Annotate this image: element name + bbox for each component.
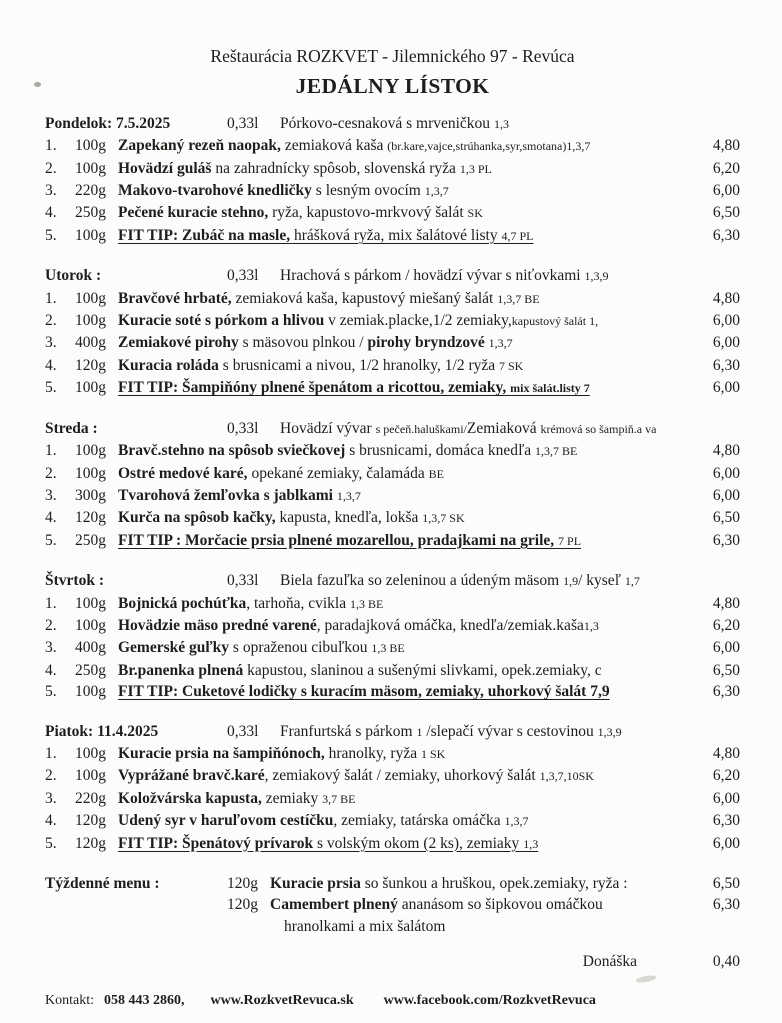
weekly-menu (45, 873, 740, 937)
item-text (118, 288, 695, 310)
menu-days (45, 113, 740, 855)
day-section (45, 113, 740, 247)
item-price: 6,00 (712, 379, 740, 397)
day-section (45, 418, 740, 552)
item-weight: 300g (75, 486, 106, 504)
text-segment: Kuracie prsia na šampiňónoch, (118, 744, 325, 762)
text-segment: /slepačí vývar s cestovinou (422, 722, 598, 740)
text-segment: 1,3,7 (504, 814, 529, 829)
text-segment: v zemiak.placke,1/2 zemiaky, (324, 312, 512, 330)
text-segment: 1,3,9 (597, 724, 622, 739)
item-number: 3. (45, 486, 57, 504)
menu-item-row (45, 788, 740, 810)
text-segment: 1,3 BE (349, 596, 384, 611)
item-weight: 100g (75, 616, 106, 634)
item-price: 6,20 (712, 616, 740, 634)
weekly-item-row (227, 894, 740, 915)
text-segment: FIT TIP: Cuketové lodičky s kuracím mäsom, zemiaky, uhorkový šalát 7,9 (118, 683, 610, 701)
text-segment: 1,3,7 BE (535, 444, 578, 459)
item-price: 6,50 (712, 204, 740, 222)
text-segment: BE (428, 466, 444, 481)
day-name: Streda : (45, 419, 98, 437)
delivery-label: Donáška (582, 953, 637, 971)
item-text (118, 765, 695, 787)
item-price: 6,50 (712, 509, 740, 527)
item-number: 2. (45, 159, 57, 177)
text-segment: 1,7 (624, 574, 640, 589)
weekly-menu-spacer (184, 873, 227, 937)
text-segment: 1,9 (563, 574, 579, 589)
item-weight: 100g (75, 379, 106, 397)
item-weight: 100g (75, 464, 106, 482)
text-segment: so šunkou a hruškou, opek.zemiaky, ryža : (360, 875, 628, 892)
item-weight: 120g (227, 896, 258, 914)
contact-line (45, 990, 740, 1011)
menu-item-row (45, 332, 740, 354)
text-segment: s volským okom (2 ks), zemiaky (313, 834, 524, 852)
day-name: Štvrtok : (45, 572, 104, 590)
text-segment: FIT TIP: Zubáč na masle, (118, 226, 291, 244)
text-segment: Hovädzí guláš (118, 159, 212, 177)
menu-item-row (45, 310, 740, 332)
text-segment: Biela fazuľka so zeleninou a údeným mäsom (280, 572, 564, 590)
soup-name (280, 113, 740, 135)
item-number: 1. (45, 594, 57, 612)
item-weight: 250g (75, 661, 106, 679)
menu-item-row (45, 377, 740, 399)
menu-item-row (45, 288, 740, 310)
text-segment: Zemiakové pirohy (118, 334, 239, 352)
item-number: 2. (45, 464, 57, 482)
day-header (45, 570, 740, 592)
text-segment: 1,3,7 BE (497, 291, 540, 306)
contact-phone: 058 443 2860, (104, 992, 185, 1008)
day-header (45, 418, 740, 440)
item-price: 4,80 (712, 289, 740, 307)
item-text (118, 355, 695, 377)
item-text (118, 377, 695, 399)
text-segment: Bravč.stehno na spôsob sviečkovej (118, 442, 346, 460)
item-weight: 220g (75, 182, 106, 200)
day-name: Utorok : (45, 267, 102, 285)
item-price: 6,00 (712, 789, 740, 807)
text-segment: Bojnická pochúťka (118, 594, 247, 612)
text-segment: Br.panenka plnená (118, 661, 244, 679)
menu-item-row (45, 637, 740, 659)
text-segment: 1,3,7,10SK (539, 769, 594, 784)
item-price: 6,50 (712, 661, 740, 679)
item-weight: 100g (75, 226, 106, 244)
item-text (118, 202, 695, 224)
menu-item-row (45, 463, 740, 485)
item-price: 6,00 (712, 486, 740, 504)
text-segment: zemiaky (261, 789, 323, 807)
text-segment: Camembert plnený (270, 896, 398, 914)
item-text (118, 743, 695, 765)
text-segment: 1,3 (583, 618, 599, 633)
text-segment: Udený syr v haruľovom cestíčku (118, 812, 334, 830)
item-weight: 100g (75, 594, 106, 612)
text-segment: 1,3,7 (336, 488, 361, 503)
item-text (118, 310, 695, 332)
item-number: 4. (45, 356, 57, 374)
soup-volume: 0,33l (227, 114, 259, 132)
item-weight: 120g (75, 834, 106, 852)
item-number: 2. (45, 616, 57, 634)
menu-item-row (45, 507, 740, 529)
text-segment: s brusnicami, domáca knedľa (345, 442, 536, 460)
item-price: 6,50 (712, 875, 740, 892)
menu-item-row (45, 355, 740, 377)
soup-name (280, 265, 740, 287)
menu-item-row (45, 202, 740, 224)
item-price: 6,30 (712, 683, 740, 701)
text-segment: Kuracie soté s pórkom a hlivou (118, 312, 325, 330)
text-segment: Tvarohová žemľovka s jablkami (118, 486, 333, 504)
item-number: 1. (45, 442, 57, 460)
item-price: 6,30 (712, 226, 740, 244)
text-segment: Kurča na spôsob kačky, (118, 509, 276, 527)
item-text (118, 135, 695, 157)
text-segment: SK (467, 206, 483, 221)
item-weight: 100g (75, 159, 106, 177)
menu-item-row (45, 660, 740, 681)
text-segment: ryža, kapustovo-mrkvový šalát (268, 204, 468, 222)
item-number: 1. (45, 744, 57, 762)
text-segment: s mäsovou plnkou / (238, 334, 368, 352)
soup-volume: 0,33l (227, 572, 259, 590)
item-weight: 100g (75, 767, 106, 785)
text-segment: 3,7 BE (322, 791, 356, 806)
item-weight: 100g (75, 137, 106, 155)
text-segment: 7 PL (558, 533, 582, 548)
soup-volume: 0,33l (227, 267, 259, 285)
menu-item-row (45, 743, 740, 765)
soup-name (280, 570, 740, 592)
day-header (45, 113, 740, 135)
item-weight: 120g (75, 812, 106, 830)
contact-facebook: www.facebook.com/RozkvetRevuca (383, 992, 596, 1008)
menu-item-row (45, 593, 740, 615)
item-number: 5. (45, 379, 57, 397)
item-price: 4,80 (712, 442, 740, 460)
item-weight: 400g (75, 639, 106, 657)
weekly-menu-rows (227, 873, 740, 937)
text-segment: 1,3,7 SK (422, 511, 465, 526)
delivery-row (45, 951, 740, 972)
item-number: 4. (45, 661, 57, 679)
text-segment: Kuracia roláda (118, 356, 219, 374)
menu-item-row (45, 810, 740, 832)
item-weight: 120g (75, 509, 106, 527)
item-number: 4. (45, 509, 57, 527)
text-segment: , zemiaky, tatárska omáčka (333, 812, 505, 830)
item-weight: 220g (75, 789, 106, 807)
text-segment: 1,3,7 (488, 336, 513, 351)
day-header (45, 721, 740, 743)
text-segment: FIT TIP: Špenátový prívarok (118, 834, 314, 852)
item-number: 1. (45, 289, 57, 307)
text-segment: Ostré medové karé, (118, 464, 248, 482)
scan-speck (34, 82, 41, 87)
item-weight: 100g (75, 683, 106, 701)
text-segment: mix šalát.listy 7 (510, 381, 590, 396)
item-weight: 250g (75, 531, 106, 549)
contact-label: Kontakt: (45, 992, 94, 1008)
text-segment: 1,3 (493, 116, 509, 131)
text-segment: , paradajková omáčka, knedľa/zemiak.kaša (316, 616, 584, 634)
menu-item-row (45, 135, 740, 157)
menu-item-row (45, 158, 740, 180)
item-text (270, 894, 695, 915)
item-price: 4,80 (712, 137, 740, 155)
text-segment: Hovädzí vývar (280, 419, 376, 437)
item-weight: 250g (75, 204, 106, 222)
item-text (118, 485, 695, 507)
item-text (118, 463, 695, 485)
text-segment: s pečeň.haluškami/ (375, 421, 467, 436)
menu-item-row (45, 681, 740, 702)
day-section (45, 265, 740, 399)
text-segment: , zemiakový šalát / zemiaky, uhorkový šalát (264, 767, 540, 785)
text-segment: kapusta, knedľa, lokša (275, 509, 423, 527)
item-weight: 400g (75, 334, 106, 352)
menu-item-row (45, 440, 740, 462)
item-text (118, 833, 695, 855)
menu-item-row (45, 765, 740, 787)
item-price: 6,30 (712, 896, 740, 914)
text-segment: pirohy bryndzové (367, 334, 485, 352)
scan-smudge (636, 974, 657, 983)
text-segment: Hovädzie mäso predné varené (118, 616, 317, 634)
item-text (118, 637, 695, 659)
item-weight: 100g (75, 289, 106, 307)
item-weight: 120g (75, 356, 106, 374)
item-price: 6,00 (712, 182, 740, 200)
text-segment: krémová so šampiň.a va (540, 421, 657, 436)
item-price: 6,00 (712, 464, 740, 482)
text-segment: Pórkovo-cesnaková s mrveničkou (280, 114, 494, 132)
text-segment: 1 SK (420, 746, 446, 761)
item-text (118, 810, 695, 832)
item-price: 6,30 (712, 531, 740, 549)
text-segment: FIT TIP: Šampiňóny plnené špenátom a ricottou, zemiaky, (118, 379, 511, 397)
text-segment: / kyseľ (578, 572, 625, 590)
soup-name (280, 418, 740, 440)
menu-item-row (45, 615, 740, 637)
menu-item-row (45, 180, 740, 202)
text-segment: 1,3,7 (424, 184, 449, 199)
item-weight: 100g (75, 312, 106, 330)
text-segment: , tarhoňa, cvikla (246, 594, 350, 612)
item-number: 3. (45, 789, 57, 807)
text-segment: 1,3 BE (371, 641, 405, 656)
weekly-item-continuation: hranolkami a mix šalátom (284, 917, 446, 935)
item-number: 2. (45, 767, 57, 785)
menu-item-row (45, 833, 740, 855)
text-segment: 1 (416, 724, 423, 739)
item-price: 4,80 (712, 594, 740, 612)
text-segment: Gemerské guľky (118, 639, 230, 657)
item-text (118, 530, 695, 552)
item-weight: 120g (227, 875, 258, 892)
menu-title: JEDÁLNY LÍSTOK (295, 74, 490, 99)
item-text (118, 332, 695, 354)
text-segment: Hrachová s párkom / hovädzí vývar s niťovkami (280, 267, 585, 285)
text-segment: kapustou, slaninou a sušenými slivkami, opek.zemiaky, c (243, 661, 602, 679)
day-header (45, 265, 740, 287)
day-section (45, 570, 740, 702)
restaurant-title: Reštaurácia ROZKVET - Jilemnického 97 - Revúca (210, 46, 575, 66)
item-number: 1. (45, 137, 57, 155)
item-text (118, 788, 695, 810)
menu-item-row (45, 485, 740, 507)
item-price: 6,00 (712, 312, 740, 330)
item-number: 5. (45, 683, 57, 701)
soup-volume: 0,33l (227, 419, 259, 437)
item-text (118, 615, 695, 637)
text-segment: Franfurtská s párkom (280, 722, 417, 740)
text-segment: Pečené kuracie stehno, (118, 204, 269, 222)
delivery-price: 0,40 (712, 953, 740, 971)
item-price: 6,00 (712, 639, 740, 657)
item-text (118, 440, 695, 462)
day-section (45, 721, 740, 855)
item-text (118, 507, 695, 529)
text-segment: Zemiaková (466, 419, 541, 437)
item-price: 6,30 (712, 356, 740, 374)
item-price: 4,80 (712, 744, 740, 762)
soup-name (280, 721, 740, 743)
menu-item-row (45, 530, 740, 552)
item-text (118, 681, 695, 702)
menu-item-row (45, 225, 740, 247)
item-number: 3. (45, 334, 57, 352)
text-segment: na zahradnícky spôsob, slovenská ryža (211, 159, 460, 177)
weekly-menu-label: Týždenné menu : (45, 875, 160, 892)
item-price: 6,20 (712, 159, 740, 177)
text-segment: zemiaková kaša (280, 137, 388, 155)
item-number: 3. (45, 639, 57, 657)
text-segment: Koložvárska kapusta, (118, 789, 262, 807)
text-segment: Kuracie prsia (270, 875, 361, 892)
text-segment: 1,3 PL (459, 161, 492, 176)
text-segment: hrášková ryža, mix šalátové listy (290, 226, 502, 244)
item-weight: 100g (75, 442, 106, 460)
text-segment: FIT TIP : Morčacie prsia plnené mozarellou, pradajkami na grile, (118, 531, 559, 549)
day-name: Piatok: 11.4.2025 (45, 722, 159, 740)
text-segment: 1,3 (523, 836, 539, 851)
item-price: 6,00 (712, 334, 740, 352)
item-number: 3. (45, 182, 57, 200)
soup-volume: 0,33l (227, 722, 259, 740)
text-segment: ananásom so šipkovou omáčkou (397, 896, 603, 914)
text-segment: s brusnicami a nivou, 1/2 hranolky, 1/2 ryža (218, 356, 499, 374)
item-text (118, 225, 695, 247)
item-number: 5. (45, 226, 57, 244)
text-segment: 7 SK (499, 358, 524, 373)
text-segment: hranolky, ryža (324, 744, 421, 762)
item-number: 5. (45, 834, 57, 852)
text-segment: 1,3,9 (584, 269, 609, 284)
item-text (118, 158, 695, 180)
item-text (118, 180, 695, 202)
contact-website: www.RozkvetRevuca.sk (210, 992, 354, 1008)
item-weight: 100g (75, 744, 106, 762)
text-segment: opekané zemiaky, čalamáda (247, 464, 429, 482)
item-text (118, 660, 695, 681)
text-segment: Zapekaný rezeň naopak, (118, 137, 281, 155)
day-name: Pondelok: 7.5.2025 (45, 114, 171, 132)
item-text (270, 873, 695, 894)
text-segment: Makovo-tvarohové knedličky (118, 182, 312, 200)
item-price: 6,00 (712, 834, 740, 852)
text-segment: Bravčové hrbaté, (118, 289, 232, 307)
item-number: 4. (45, 204, 57, 222)
text-segment: s lesným ovocím (311, 182, 425, 200)
item-number: 5. (45, 531, 57, 549)
item-price: 6,20 (712, 767, 740, 785)
text-segment: zemiaková kaša, kapustový miešaný šalát (231, 289, 498, 307)
item-text (118, 593, 695, 615)
text-segment: kapustový šalát 1, (511, 314, 599, 329)
item-number: 2. (45, 312, 57, 330)
text-segment: Vyprážané bravč.karé (118, 767, 265, 785)
text-segment: s opraženou cibuľkou (229, 639, 372, 657)
item-number: 4. (45, 812, 57, 830)
weekly-item-row (227, 873, 740, 894)
text-segment: 4,7 PL (501, 228, 534, 243)
item-price: 6,30 (712, 812, 740, 830)
text-segment: (br.kare,vajce,strúhanka,syr,smotana)1,3,7 (387, 139, 591, 154)
